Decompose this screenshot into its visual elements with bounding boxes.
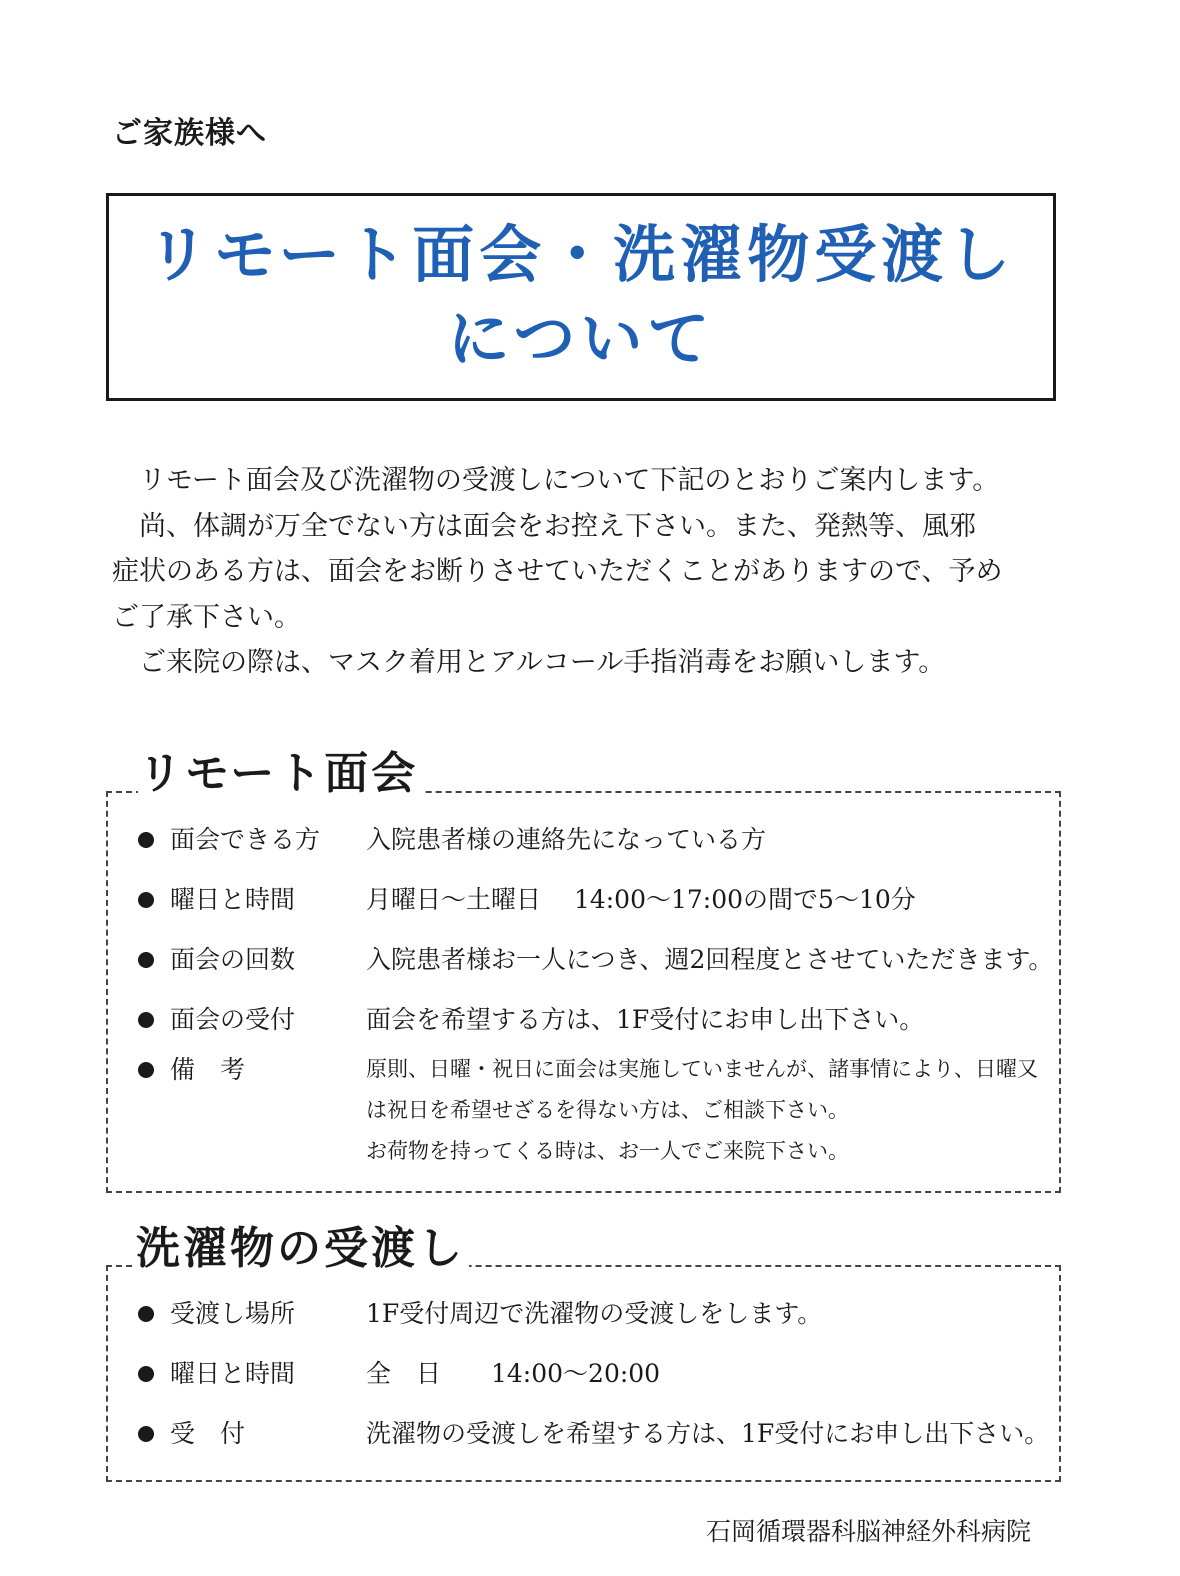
bullet-icon [138,832,154,848]
intro-text [112,458,1062,686]
item-value: 入院患者様の連絡先になっている方 [366,825,767,854]
laundry-heading: 洗濯物の受渡し [136,1212,469,1276]
item-label: 曜日と時間 [170,885,296,914]
item-value: 全 日 14:00～20:00 [366,1359,661,1388]
greeting: ご家族様へ [112,116,267,151]
bullet-icon [138,952,154,968]
bullet-icon [138,1306,154,1322]
item-label: 受渡し場所 [170,1299,296,1328]
title-box [106,193,1056,401]
laundry-panel [106,1265,1061,1482]
remote-visit-panel [106,791,1061,1193]
remote-visit-heading: リモート面会 [138,737,422,801]
item-value: 1F受付周辺で洗濯物の受渡しをします。 [366,1299,823,1328]
title-line-2: について [447,302,715,375]
item-label: 曜日と時間 [170,1359,296,1388]
title-line-1: リモート面会・洗濯物受渡し [146,218,1016,291]
item-value: 面会を希望する方は、1F受付にお申し出下さい。 [366,1005,925,1034]
bullet-icon [138,1366,154,1382]
item-note-line: 原則、日曜・祝日に面会は実施していませんが、諸事情により、日曜又 [366,1057,1038,1081]
bullet-icon [138,1426,154,1442]
intro-paragraph-3: ご来院の際は、マスク着用とアルコール手指消毒をお願いします。 [139,647,946,678]
item-note-line: は祝日を希望せざるを得ない方は、ご相談下さい。 [366,1098,849,1122]
item-note-line: お荷物を持ってくる時は、お一人でご来院下さい。 [366,1139,849,1163]
hospital-name: 石岡循環器科脳神経外科病院 [706,1517,1032,1546]
bullet-icon [138,892,154,908]
bullet-icon [138,1062,154,1078]
item-label: 面会の回数 [170,945,296,974]
bullet-icon [138,1012,154,1028]
item-value: 洗濯物の受渡しを希望する方は、1F受付にお申し出下さい。 [366,1419,1050,1448]
item-label: 備 考 [170,1055,246,1084]
intro-paragraph-2-line-3: ご了承下さい。 [112,601,301,633]
intro-paragraph-1: リモート面会及び洗濯物の受渡しについて下記のとおりご案内します。 [139,465,1000,496]
item-value: 入院患者様お一人につき、週2回程度とさせていただきます。 [366,945,1054,974]
intro-paragraph-2-line-2: 症状のある方は、面会をお断りさせていただくことがありますので、予め [112,556,1003,587]
item-label: 面会の受付 [170,1005,296,1034]
item-value: 月曜日～土曜日 14:00～17:00の間で5～10分 [366,885,916,914]
item-label: 面会できる方 [170,825,321,854]
intro-paragraph-2-line-1: 尚、体調が万全でない方は面会をお控え下さい。また、発熱等、風邪 [139,510,976,542]
item-label: 受 付 [170,1419,246,1448]
